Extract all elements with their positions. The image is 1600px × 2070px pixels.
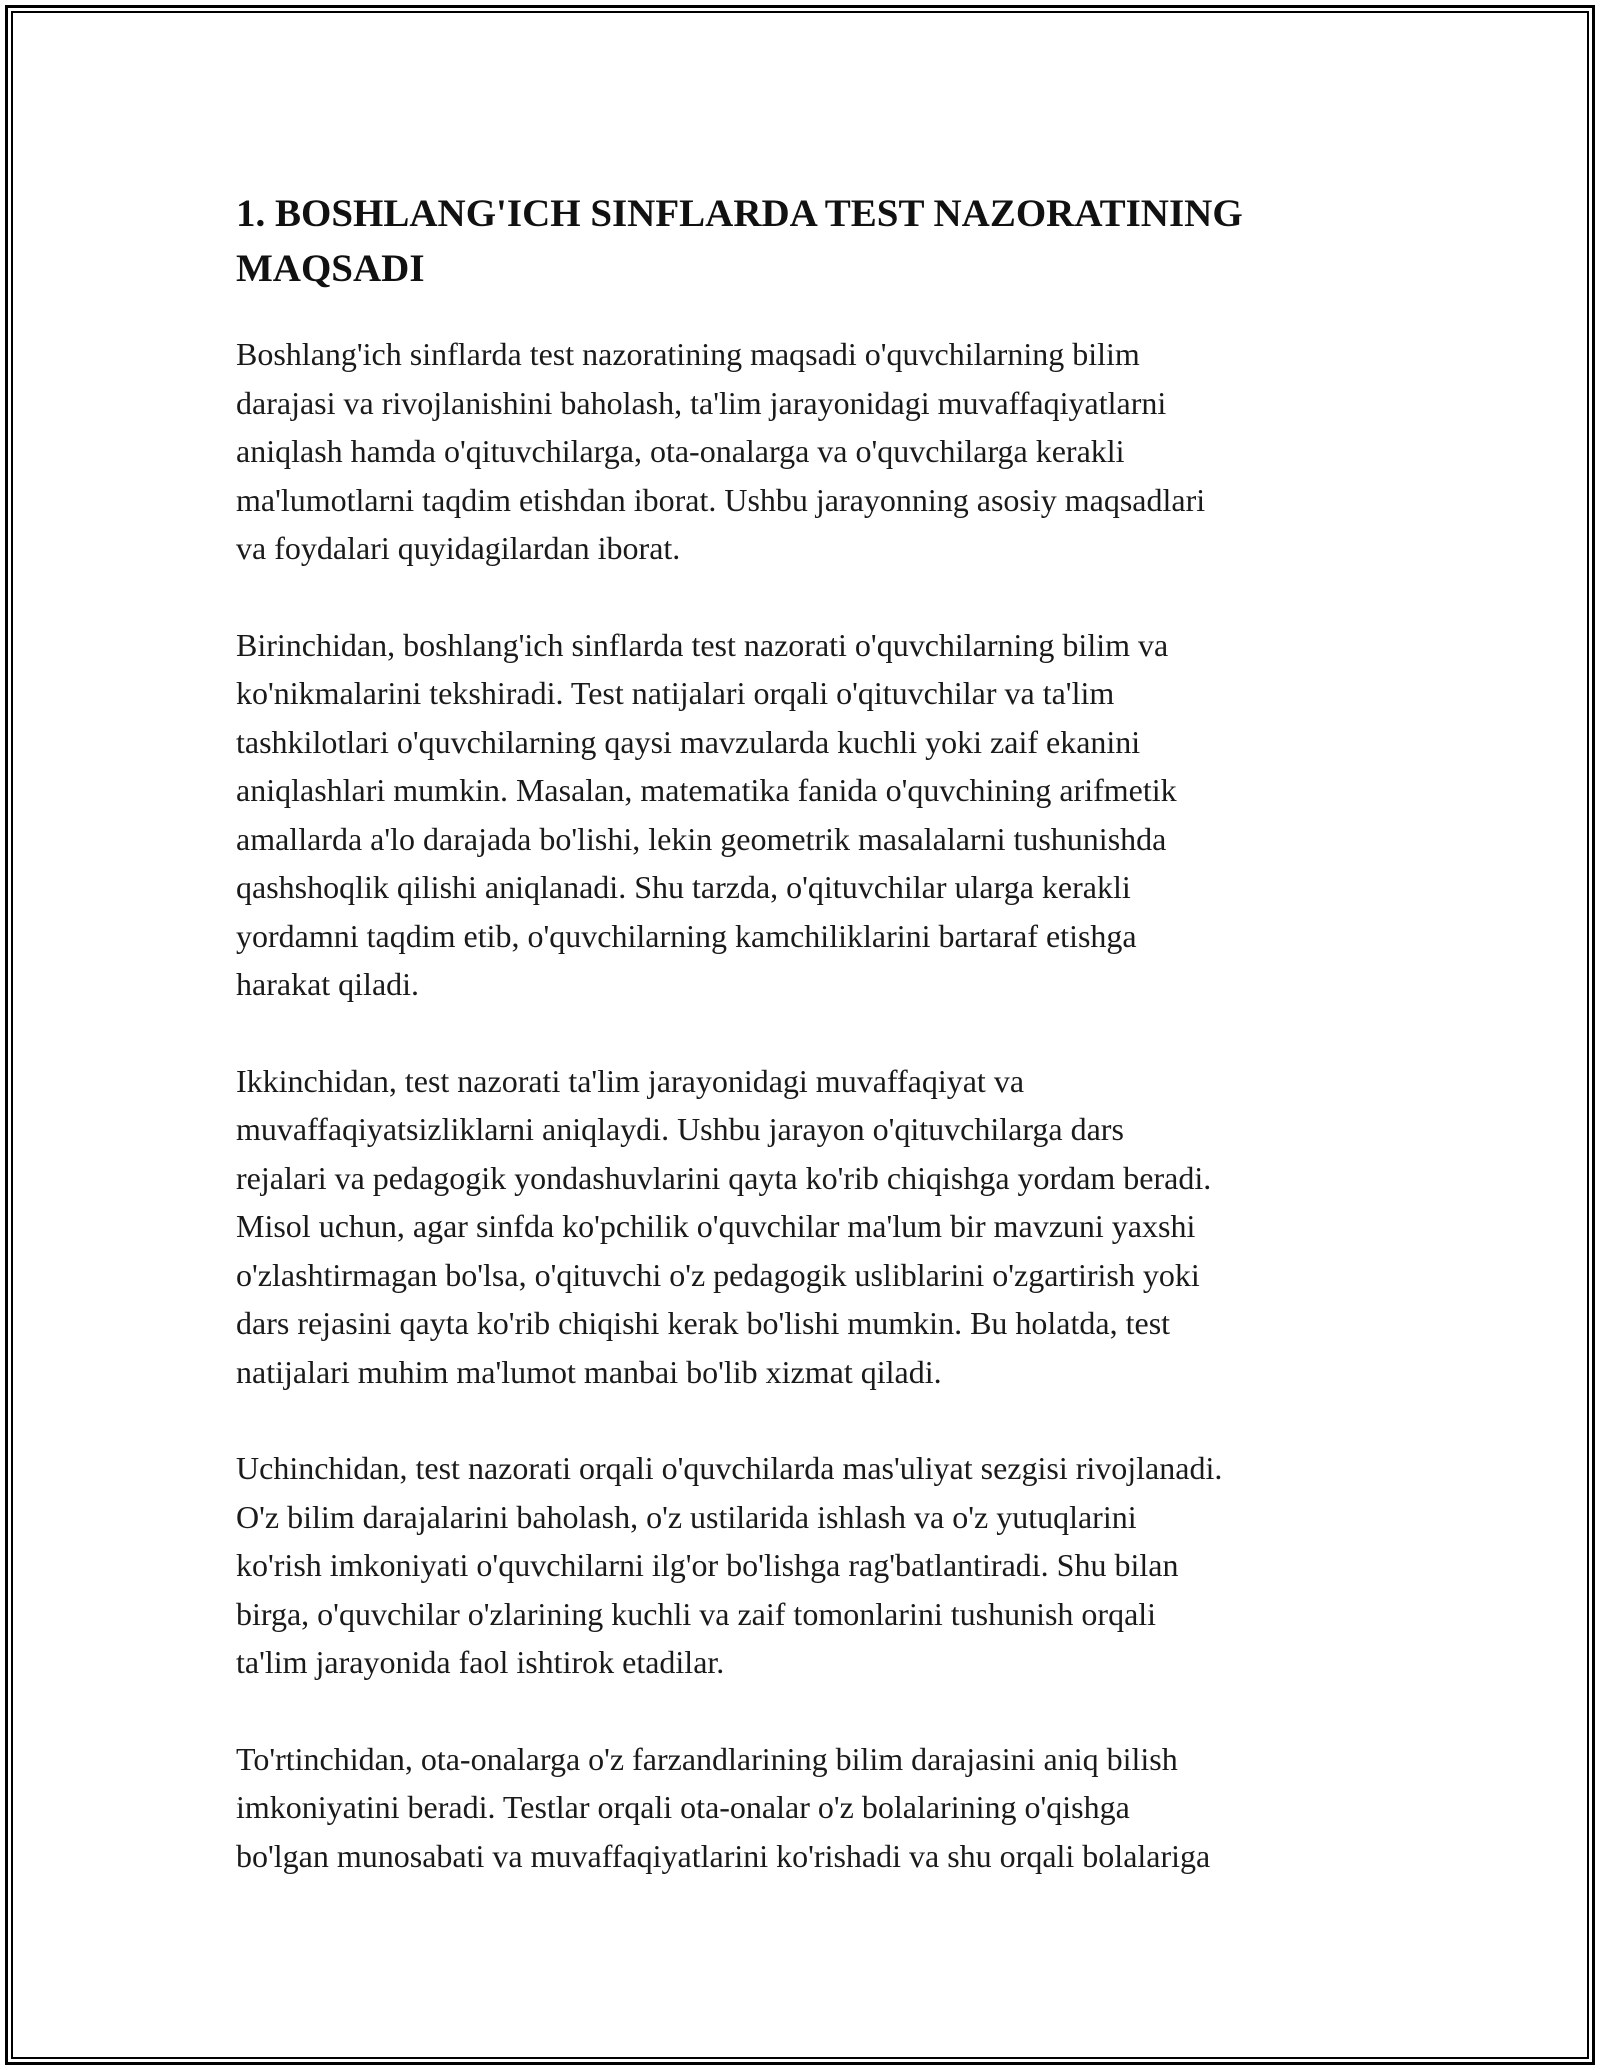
text-line: Uchinchidan, test nazorati orqali o'quvchilarda mas'uliyat sezgisi rivojlanadi.	[236, 1450, 1223, 1486]
text-line: ko'rish imkoniyati o'quvchilarni ilg'or bo'lishga rag'batlantiradi. Shu bilan	[236, 1547, 1179, 1583]
text-line: Ikkinchidan, test nazorati ta'lim jarayonidagi muvaffaqiyat va	[236, 1062, 1025, 1099]
heading-line: MAQSADI	[236, 247, 425, 290]
paragraph-second	[236, 1057, 1376, 1397]
text-line: muvaffaqiyatsizliklarni aniqlaydi. Ushbu jarayon o'qituvchilarga dars	[236, 1111, 1124, 1147]
text-line: Boshlang'ich sinflarda test nazoratining maqsadi o'quvchilarning bilim	[236, 336, 1140, 372]
paragraph-intro	[236, 330, 1376, 573]
text-line: rejalari va pedagogik yondashuvlarini qayta ko'rib chiqishga yordam beradi.	[236, 1159, 1212, 1196]
text-line: Misol uchun, agar sinfda ko'pchilik o'quvchilar ma'lum bir mavzuni yaxshi	[236, 1208, 1196, 1244]
text-line: amallarda a'lo darajada bo'lishi, lekin geometrik masalalarni tushunishda	[236, 820, 1167, 857]
text-line: va foydalari quyidagilardan iborat.	[236, 530, 681, 566]
paragraph-first	[236, 621, 1376, 1009]
text-line: yordamni taqdim etib, o'quvchilarning kamchiliklarini bartaraf etishga	[236, 917, 1137, 954]
text-line: natijalari muhim ma'lumot manbai bo'lib xizmat qiladi.	[236, 1353, 942, 1390]
text-line: ko'nikmalarini tekshiradi. Test natijalari orqali o'qituvchilar va ta'lim	[236, 675, 1115, 711]
text-line: qashshoqlik qilishi aniqlanadi. Shu tarzda, o'qituvchilar ularga kerakli	[236, 869, 1131, 905]
text-line: To'rtinchidan, ota-onalarga o'z farzandlarining bilim darajasini aniq bilish	[236, 1740, 1178, 1777]
text-line: imkoniyatini beradi. Testlar orqali ota-onalar o'z bolalarining o'qishga	[236, 1789, 1130, 1825]
heading-line: 1. BOSHLANG'ICH SINFLARDA TEST NAZORATINING	[236, 192, 1243, 235]
text-line: ta'lim jarayonida faol ishtirok etadilar.	[236, 1644, 725, 1680]
text-line: aniqlash hamda o'qituvchilarga, ota-onalarga va o'quvchilarga kerakli	[236, 433, 1125, 469]
text-line: harakat qiladi.	[236, 966, 420, 1002]
text-line: bo'lgan munosabati va muvaffaqiyatlarini ko'rishadi va shu orqali bolalariga	[236, 1837, 1211, 1874]
text-line: ma'lumotlarni taqdim etishdan iborat. Ushbu jarayonning asosiy maqsadlari	[236, 481, 1206, 518]
section-heading	[236, 186, 1376, 296]
text-line: Birinchidan, boshlang'ich sinflarda test nazorati o'quvchilarning bilim va	[236, 626, 1169, 663]
paragraph-third	[236, 1444, 1376, 1687]
page-content	[236, 186, 1376, 1928]
text-line: tashkilotlari o'quvchilarning qaysi mavzularda kuchli yoki zaif ekanini	[236, 723, 1141, 760]
text-line: birga, o'quvchilar o'zlarining kuchli va zaif tomonlarini tushunish orqali	[236, 1595, 1157, 1632]
paragraph-fourth	[236, 1735, 1376, 1881]
text-line: aniqlashlari mumkin. Masalan, matematika fanida o'quvchining arifmetik	[236, 772, 1177, 808]
text-line: o'zlashtirmagan bo'lsa, o'qituvchi o'z pedagogik usliblarini o'zgartirish yoki	[236, 1256, 1200, 1293]
text-line: darajasi va rivojlanishini baholash, ta'lim jarayonidagi muvaffaqiyatlarni	[236, 384, 1167, 421]
text-line: dars rejasini qayta ko'rib chiqishi kerak bo'lishi mumkin. Bu holatda, test	[236, 1305, 1171, 1341]
text-line: O'z bilim darajalarini baholash, o'z ustilarida ishlash va o'z yutuqlarini	[236, 1498, 1137, 1535]
